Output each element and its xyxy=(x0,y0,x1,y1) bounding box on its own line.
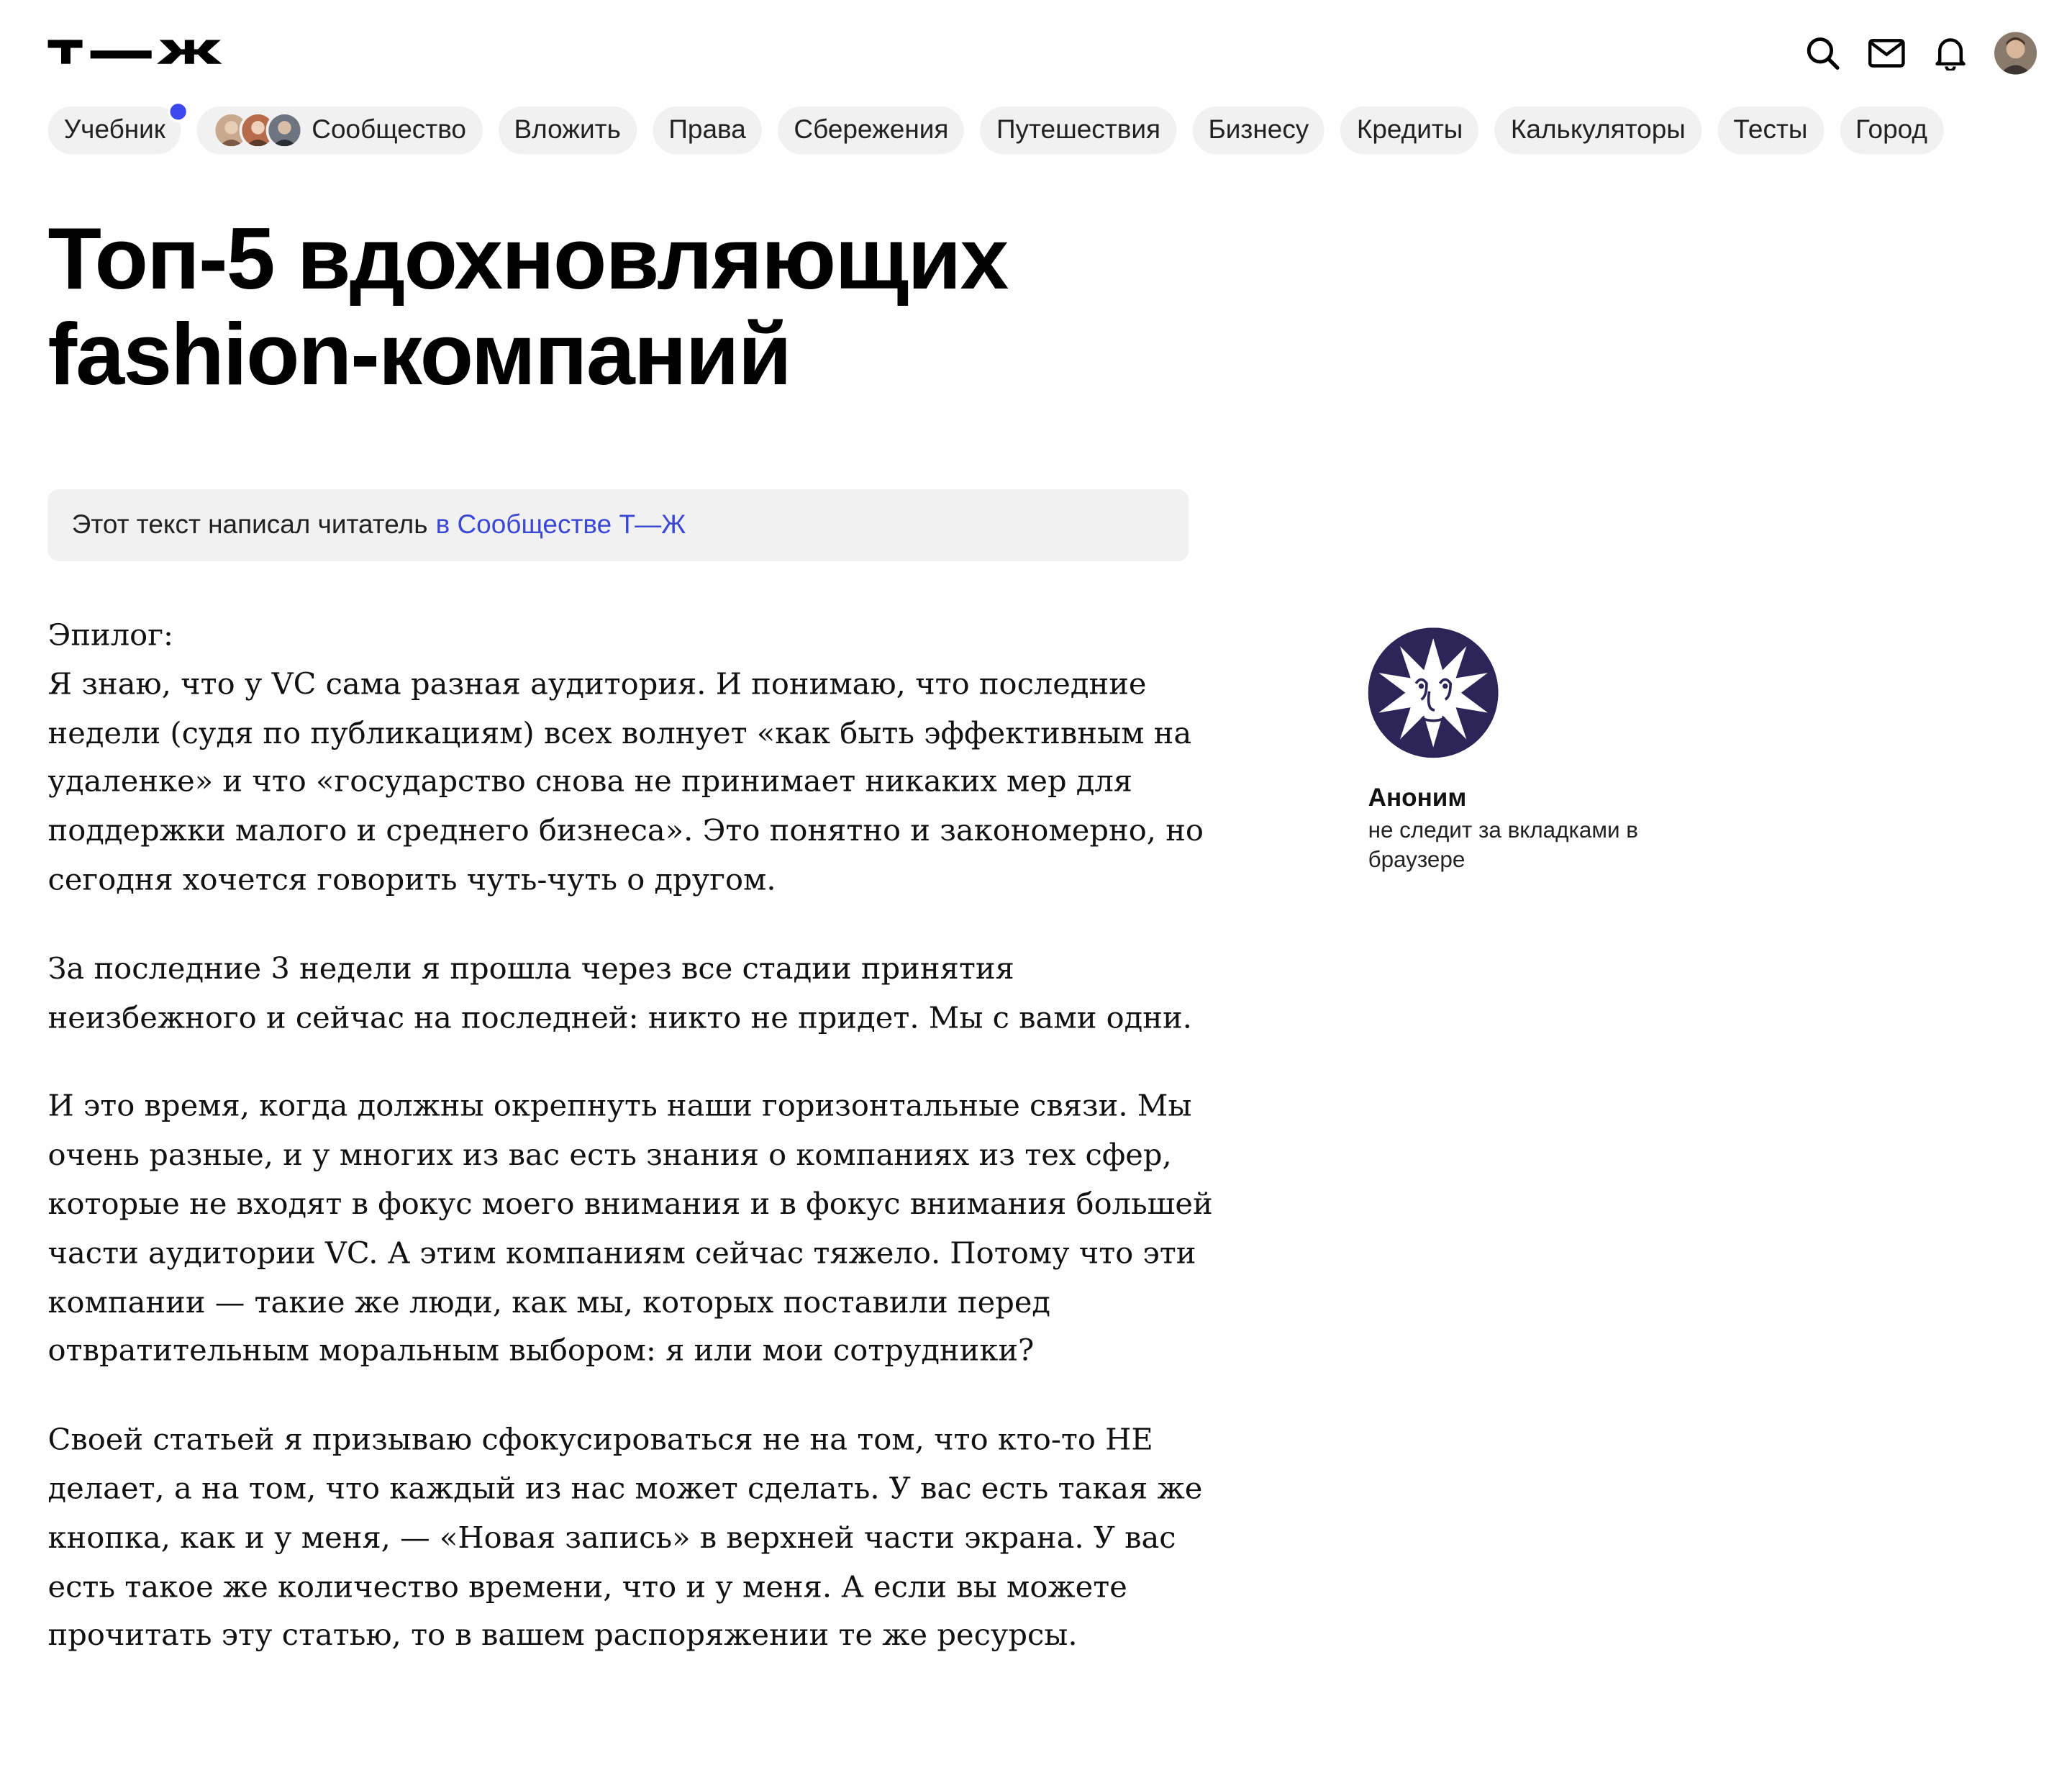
article-paragraph: За последние 3 недели я прошла через все стадии принятия неизбежного и сейчас на последней: никто не придет. Мы с вами одни. xyxy=(47,951,1192,1035)
nav-chip-puteshestviya[interactable] xyxy=(981,106,1176,155)
nav-chip-label: Учебник xyxy=(63,114,165,145)
article-paragraph: Своей статьей я призываю сфокусироваться не на том, что кто-то НЕ делает, а на том, что каждый из нас может сделать. У вас есть такая же кнопка, как и у меня, — «Новая запись» в верхней части экрана. У вас есть такое же количество времени, что и у меня. А если вы можете прочитать эту статью, то в вашем распоряжении те же ресурсы. xyxy=(47,1423,1203,1653)
community-avatar xyxy=(266,112,304,149)
community-notice xyxy=(48,489,1189,561)
user-avatar[interactable] xyxy=(1994,32,2037,74)
main-nav xyxy=(48,106,1944,155)
nav-chip-biznesu[interactable] xyxy=(1192,106,1324,155)
author-description: не следит за вкладками в браузере xyxy=(1368,817,1638,873)
nav-chip-label: Путешествия xyxy=(996,114,1160,145)
nav-chip-label: Вложить xyxy=(514,114,621,145)
author-name[interactable]: Аноним xyxy=(1368,784,1467,813)
site-header xyxy=(0,0,2071,93)
nav-chip-label: Бизнесу xyxy=(1208,114,1309,145)
author-card xyxy=(1368,627,1714,875)
community-avatars xyxy=(214,112,304,149)
nav-chip-vlozhit[interactable] xyxy=(498,106,637,155)
community-link[interactable]: в Сообществе Т—Ж xyxy=(435,509,686,540)
author-avatar[interactable] xyxy=(1368,627,1499,758)
nav-chip-prava[interactable] xyxy=(653,106,762,155)
nav-chip-label: Калькуляторы xyxy=(1510,114,1686,145)
nav-chip-label: Тесты xyxy=(1733,114,1808,145)
bell-icon[interactable] xyxy=(1930,33,1970,73)
nav-chip-label: Город xyxy=(1855,114,1927,145)
nav-chip-community[interactable] xyxy=(197,106,482,155)
nav-chip-kalkulyatory[interactable] xyxy=(1495,106,1701,155)
logo[interactable] xyxy=(48,35,224,72)
article-title: Топ-5 вдохновляющих fashion-компаний xyxy=(47,209,1008,403)
nav-chip-label: Права xyxy=(668,114,746,145)
nav-chip-uchebnik[interactable] xyxy=(48,106,182,155)
article-paragraph: И это время, когда должны окрепнуть наши горизонтальные связи. Мы очень разные, и у многих из вас есть знания о компаниях из тех сфер, которые не входят в фокус моего внимания и в фокус внимания большей части аудитории VC. А этим компаниям сейчас тяжело. Потому что эти компании — такие же люди, как мы, которых поставили перед отвратительным моральным выбором: я или мои сотрудники? xyxy=(47,1089,1213,1369)
search-icon[interactable] xyxy=(1803,33,1842,73)
nav-chip-testy[interactable] xyxy=(1717,106,1823,155)
nav-chip-sberezheniya[interactable] xyxy=(778,106,964,155)
nav-chip-label: Сообщество xyxy=(312,114,466,145)
article-paragraph: Эпилог: Я знаю, что у VC сама разная аудитория. И понимаю, что последние недели (судя по публикациям) всех волнует «как быть эффективным на удаленке» и что «государство снова не принимает никаких мер для поддержки малого и среднего бизнеса». Это понятно и закономерно, но сегодня хочется говорить чуть-чуть о другом. xyxy=(47,618,1204,898)
nav-chip-label: Сбережения xyxy=(794,114,949,145)
nav-chip-label: Кредиты xyxy=(1356,114,1463,145)
nav-chip-gorod[interactable] xyxy=(1840,106,1943,155)
mail-icon[interactable] xyxy=(1867,33,1907,73)
article-body xyxy=(48,612,1218,1701)
notice-text: Этот текст написал читатель xyxy=(71,509,428,540)
nav-chip-kredity[interactable] xyxy=(1341,106,1479,155)
new-indicator-dot xyxy=(168,101,190,122)
